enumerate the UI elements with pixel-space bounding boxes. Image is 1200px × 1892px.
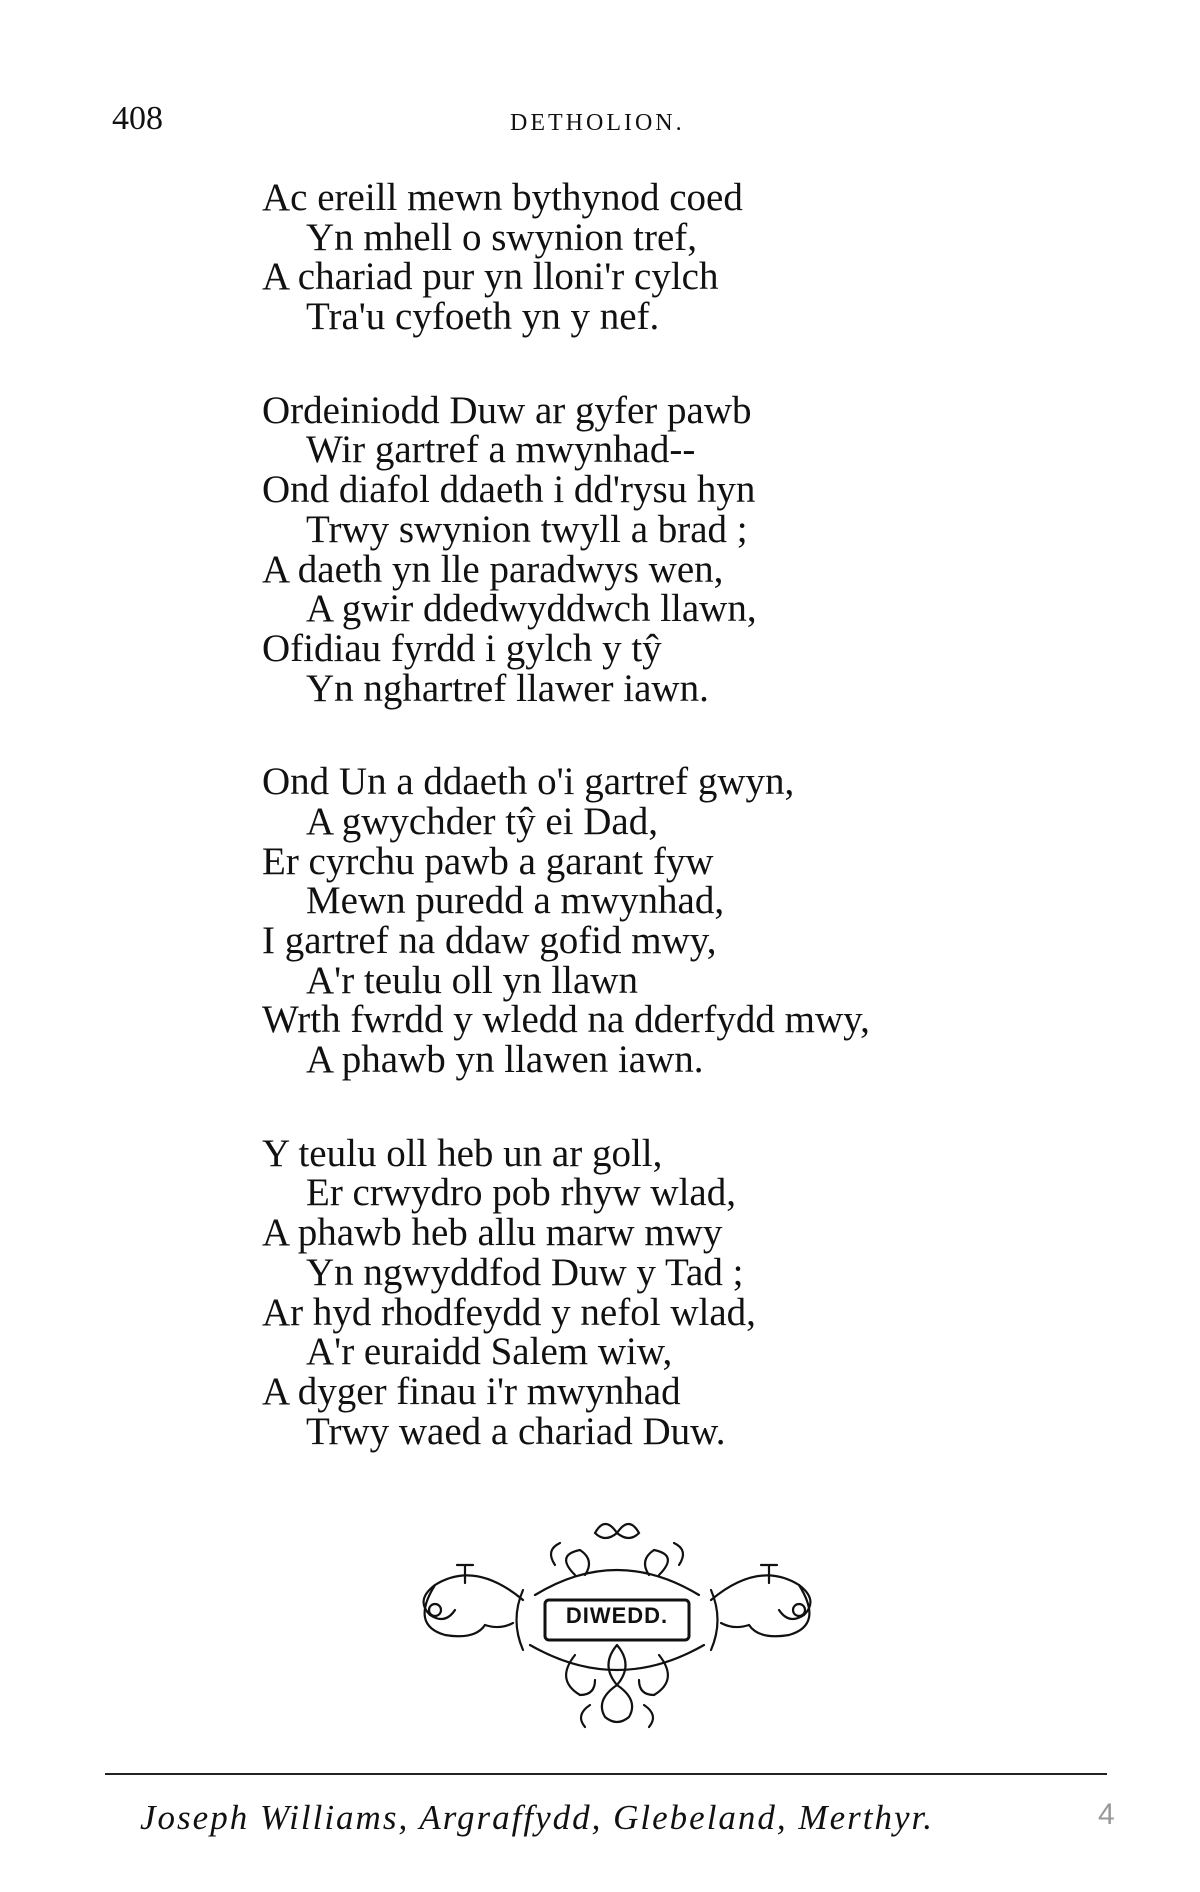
poem-line: A gwychder tŷ ei Dad, [306,799,658,843]
footer-rule [105,1773,1107,1775]
poem-line: Yn ngwyddfod Duw y Tad ; [306,1250,744,1294]
poem-line: Wrth fwrdd y wledd na dderfydd mwy, [262,998,870,1042]
ornament-label: DIWEDD. [565,1603,669,1628]
poem-line: Yn mhell o swynion tref, [306,215,698,259]
poem-line: A phawb heb allu marw mwy [262,1211,723,1255]
poem-line: I gartref na ddaw gofid mwy, [262,919,717,962]
poem-line: Ond Un a ddaeth o'i gartref gwyn, [262,760,795,804]
poem-line: A'r teulu oll yn llawn [306,958,638,1002]
poem-line: Y teulu oll heb un ar goll, [262,1131,663,1175]
poem-line: Trwy waed a chariad Duw. [306,1409,726,1453]
poem-line: Tra'u cyfoeth yn y nef. [306,295,660,339]
poem-line: Trwy swynion twyll a brad ; [306,507,748,551]
poem-line: Ofidiau fyrdd i gylch y tŷ [262,626,662,670]
poem-line: Mewn puredd a mwynhad, [306,879,725,923]
poem-line: A phawb yn llawen iawn. [306,1038,704,1082]
poem-line: Yn nghartref llawer iawn. [306,666,709,710]
page-number: 408 [112,100,163,137]
stanza [262,762,1062,1080]
stanza [262,1131,1062,1453]
poem-line: Ordeiniodd Duw ar gyfer pawb [262,388,752,432]
stanza [262,178,1062,337]
running-head: DETHOLION. [510,110,685,136]
poem-line: Er cyrchu pawb a garant fyw [262,839,714,883]
poem [262,178,1062,1505]
poem-line: Ond diafol ddaeth i dd'rysu hyn [262,468,756,512]
poem-line: A dyger finau i'r mwynhad [262,1369,681,1413]
stanza [262,388,1062,710]
end-ornament [405,1505,830,1735]
poem-line: Er crwydro pob rhyw wlad, [306,1171,736,1215]
poem-line: Wir gartref a mwynhad-- [306,428,696,472]
poem-line: Ar hyd rhodfeydd y nefol wlad, [262,1290,756,1334]
page-mark: 4 [1098,1798,1115,1831]
poem-line: A chariad pur yn lloni'r cylch [262,255,719,299]
printer-imprint: Joseph Williams, Argraffydd, Glebeland, Merthyr. [140,1798,934,1837]
poem-line: Ac ereill mewn bythynod coed [262,176,743,219]
poem-line: A gwir ddedwyddwch llawn, [306,587,757,631]
poem-line: A daeth yn lle paradwys wen, [262,547,724,591]
poem-line: A'r euraidd Salem wiw, [306,1330,673,1374]
